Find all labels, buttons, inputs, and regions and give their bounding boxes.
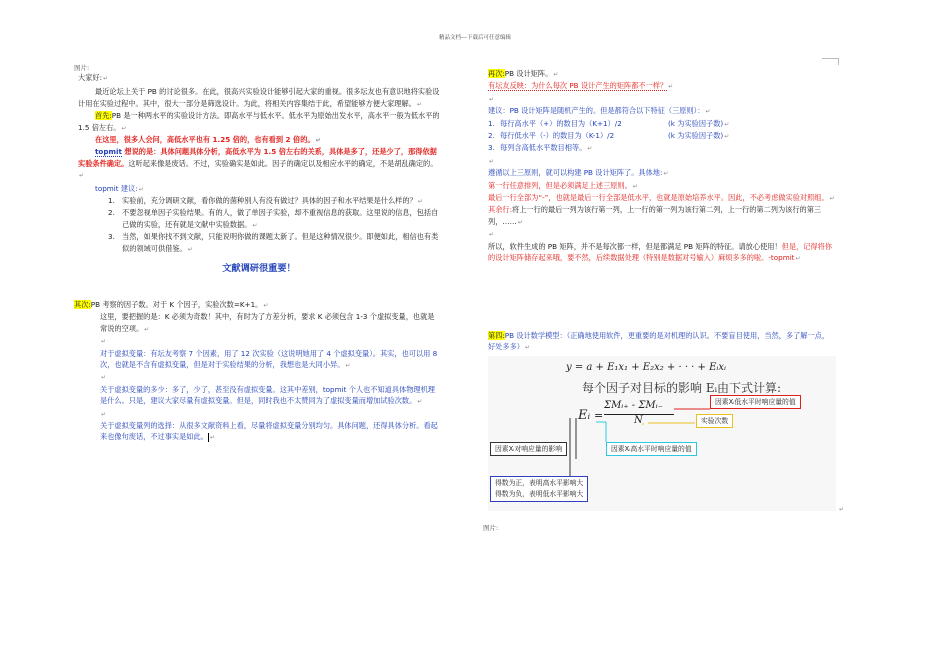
text-cursor <box>208 433 209 442</box>
second-line-4: 关于虚拟变量的多少：多了，少了，甚至没有虚拟变量。这其中差别，topmit 个人也不知道具体物理机理是什么。只是，建议大家尽量有虚拟变量。但是，同时我也不太赞同为了虚拟变量而增加试验次数。 <box>100 384 435 406</box>
model-formula: y = a + E₁x₁ + E₂x₂ + · · · + Eᵢxᵢ <box>566 362 727 373</box>
follow-line: 遵循以上三原则，就可以构建 PB 设计矩阵了。具体地: <box>488 168 663 178</box>
second-line-1: PB 考察的因子数。对于 K 个因子，实验次数=K+1。 <box>90 300 263 309</box>
rule-3: 3. 每列含高低水平数目相等。↵ <box>488 143 593 153</box>
rule-2: 2. 每行低水平（-）的数目为（K-1）/2 (k 为实验因子数)↵ <box>488 131 730 141</box>
model-caption: 每个因子对目标的影响 Eᵢ由下式计算: <box>582 381 782 395</box>
box-trial-count: 实验次数 <box>696 414 733 428</box>
right-figure-label: 图片: <box>483 524 499 532</box>
equals-sign: = <box>594 409 604 422</box>
box-sign-meaning: 得数为正，表明高水平影响大 得数为负，表明低水平影响大 <box>490 476 588 502</box>
page-header: 精品文档---下载后可任意编辑 <box>439 35 511 41</box>
left-column: 大家好:↵ 最近论坛上关于 PB 的讨论很多。在此，很高兴实验设计能够引起大家的重视。很多坛友也有意识地将实验设计用在实验过程中。其中，很大一部分是筛选设计。为此，将相关内容集结于此，希望能够方便大家理解。↵ 首先:PB 是一种两水平的实验设计方法。即高水平与低水平。低水平为原始出发水平，高水平一般为低水平的 1.5 倍左右。↵ 在这里，很多人会问，高低水平也有 1.25 倍的，也有看到 2 倍的。↵ topmit 想说的是：具体问题具体分析，高低水平为 1.5 倍左右的关系，具体是多了，还是少了，那得依据实验条件确定。这听起来像是废话。不过，实验确实是如此。因子的确定以及相应水平的确定，不是胡乱确定的。↵ topmit 建议:↵ 1. 实验前，充分调研文献，看你做的菌种别人有没有做过？具体的因子和水平结果是什么样的？↵ 2. 不要忽视单因子实验结果。有的人，做了单因子实验，却不重视信息的获取。这里说的信息，包括自己做的实验，还有就是文献中实验数据。↵ 3. 当然，如果你找不到文献，只能说明你做的课题太新了。但是这种情况很少。即便如此，相信也有类似的领域可供借鉴。↵ 文献调研很重要！ <box>78 73 440 275</box>
ei-symbol: Eᵢ <box>578 408 591 423</box>
box-factor-effect: 因素Xᵢ对响应量的影响 <box>490 442 567 456</box>
rule-1: 1. 每行高水平（+）的数目为（K+1）/2 (k 为实验因子数)↵ <box>488 118 730 128</box>
box-low-level: 因素Xᵢ低水平时响应量的值 <box>710 395 801 409</box>
topmit-tail: 这听起来像是废话。不过，实验确实是如此。因子的确定以及相应水平的确定，不是胡乱确定的。 <box>128 158 438 168</box>
second-section: 其次:PB 考察的因子数。对于 K 个因子，实验次数=K+1。↵ 这里，要把握的是：K 必须为奇数！其中，有时为了方差分析，要求 K 必须包含 1-3 个虚拟变量，也就是常说的空项。↵ ↵ 对于虚拟变量：有坛友考察 7 个因素，用了 12 次实验（这说明她用了 4 个虚拟变量）。其实，也可以用 8 次，也就是不含有虚拟变量，但是对于实验结果的分析，我想也是大同小异。↵ ↵ 关于虚拟变量的多少：多了，少了，甚至没有虚拟变量。这其中差别，topmit 个人也不知道具体物理机理是什么。只是，建议大家尽量有虚拟变量。但是，同时我也不太赞同为了虚拟变量而增加试验次数。↵ ↵ 关于虚拟变量列的选择：从很多文献资料上看，尽量将虚拟变量分别均匀。具体问题，还得具体分析。看起来也像句废话，不过事实是如此。 ↵ <box>74 300 438 442</box>
advice-label: topmit 建议: <box>95 183 138 193</box>
box-high-level: 因素Xᵢ高水平时响应量的值 <box>606 442 697 456</box>
again-tag: 再次: <box>488 69 505 78</box>
fourth-tag: 第四: <box>488 331 505 340</box>
red-question: 在这里，很多人会问，高低水平也有 1.25 倍的，也有看到 2 倍的。 <box>95 135 315 145</box>
summary-red: 但是，记得将你的设计矩阵储存起来哦，要不然，后续数据处理（特别是数据对号输入）麻烦多多的啦。-topmit <box>488 241 832 263</box>
second-tag: 其次: <box>74 300 91 309</box>
again-text: PB 设计矩阵。 <box>504 69 553 78</box>
section-title: 文献调研很重要！ <box>222 263 296 275</box>
denominator: N <box>634 415 643 426</box>
topmit-name: topmit <box>95 147 122 157</box>
row-first: 第一行任意排列，但是必须满足上述三原则。 <box>488 180 632 190</box>
advice-item-2: 2. 不要忽视单因子实验结果。有的人，做了单因子实验，却不重视信息的获取。这里说的信息，包括自己做的实验，还有就是文献中实验数据。↵ <box>108 208 439 229</box>
numerator: ΣMᵢ₊ - ΣMᵢ₋ <box>604 400 663 411</box>
second-line-2: 这里，要把握的是：K 必须为奇数！其中，有时为了方差分析，要求 K 必须包含 1-3 个虚拟变量，也就是常说的空项。 <box>100 312 435 333</box>
paragraph-mark: ↵ <box>839 506 845 513</box>
intro-paragraph: 最近论坛上关于 PB 的讨论很多。在此，很高兴实验设计能够引起大家的重视。很多坛友也有意识地将实验设计用在实验过程中。其中，很大一部分是筛选设计。为此，将相关内容集结于此，希望能够方便大家理解。 <box>78 87 440 108</box>
row-rest: 将上一行的最后一列为该行第一列，上一行的第一列为该行第二列，上一行的第二列为该行的第三列，…… <box>488 205 822 226</box>
fourth-text: PB 设计数学模型：（正确地使用软件，更重要的是对机理的认识。不要盲目使用，当然，多了解一点，好处多多） <box>488 331 830 352</box>
summary-black: 所以，软件生成的 PB 矩阵，并不是每次都一样，但是都满足 PB 矩阵的特征。请放心使用！ <box>488 241 782 251</box>
topmit-said: 想说的是：具体问题具体分析，高低水平为 1.5 倍左右的关系，具体是多了，还是少了，那得依据实验条件确定。 <box>78 147 437 168</box>
advice-item-1: 1. 实验前，充分调研文献，看你做的菌种别人有没有做过？具体的因子和水平结果是什么样的？↵ <box>108 196 423 206</box>
pb-model-diagram <box>488 356 836 511</box>
advice-item-3: 3. 当然，如果你找不到文献，只能说明你做的课题太新了。但是这种情况很少。即便如此，相信也有类似的领域可供借鉴。↵ <box>108 232 439 253</box>
corner-mark <box>822 58 839 65</box>
proposal-line: 建议：PB 设计矩阵是随机产生的。但是都符合以下特征（三原则）： <box>488 106 705 116</box>
greeting: 大家好: <box>78 73 102 82</box>
first-tag: 首先: <box>95 111 112 121</box>
left-figure-label: 图片: <box>74 64 90 72</box>
row-last: 最后一行全部为“-”，也就是最后一行全部是低水平，也就是原始培养水平。因此，不必考虑做实验对照组。 <box>488 193 829 203</box>
right-column: 再次:PB 设计矩阵。↵ 有坛友反映：为什么每次 PB 设计产生的矩阵都不一样？↵ ↵ 建议：PB 设计矩阵是随机产生的。但是都符合以下特征（三原则）：↵ 1. 每行高水平（+）的数目为（K+1）/2 (k 为实验因子数)↵ 2. 每行低水平（-）的数目为（K-1）/2 (k 为实验因子数)↵ 3. 每列含高低水平数目相等。↵ ↵ 遵循以上三原则，就可以构建 PB 设计矩阵了。具体地:↵ 第一行任意排列，但是必须满足上述三原则。↵ 最后一行全部为“-”，也就是最后一行全部是低水平，也就是原始培养水平。因此，不必考虑做实验对照组。↵ 其余行:将上一行的最后一列为该行第一列，上一行的第一列为该行第二列，上一行的第二列为该行的第三列，……↵ ↵ 所以，软件生成的 PB 矩阵，并不是每次都一样，但是都满足 PB 矩阵的特征。请放心使用！但是，记得将你的设计矩阵储存起来哦，要不然，后续数据处理（特别是数据对号输入）麻烦多多的啦。-topmit↵ <box>488 69 835 263</box>
second-line-5: 关于虚拟变量列的选择：从很多文献资料上看，尽量将虚拟变量分别均匀。具体问题，还得具体分析。看起来也像句废话，不过事实是如此。 <box>100 421 438 442</box>
first-text: PB 是一种两水平的实验设计方法。即高水平与低水平。低水平为原始出发水平，高水平一般为低水平的 1.5 倍左右。 <box>78 111 440 132</box>
question-line: 有坛友反映：为什么每次 PB 设计产生的矩阵都不一样？ <box>488 81 668 91</box>
second-line-3: 对于虚拟变量：有坛友考察 7 个因素，用了 12 次实验（这说明她用了 4 个虚拟变量）。其实，也可以用 8 次，也就是不含有虚拟变量，但是对于实验结果的分析，我想也是大同小异。 <box>100 348 438 370</box>
row-rest-tag: 其余行: <box>488 205 512 215</box>
fourth-section: 第四:PB 设计数学模型：（正确地使用软件，更重要的是对机理的认识。不要盲目使用，当然，多了解一点，好处多多）↵ <box>488 331 830 352</box>
